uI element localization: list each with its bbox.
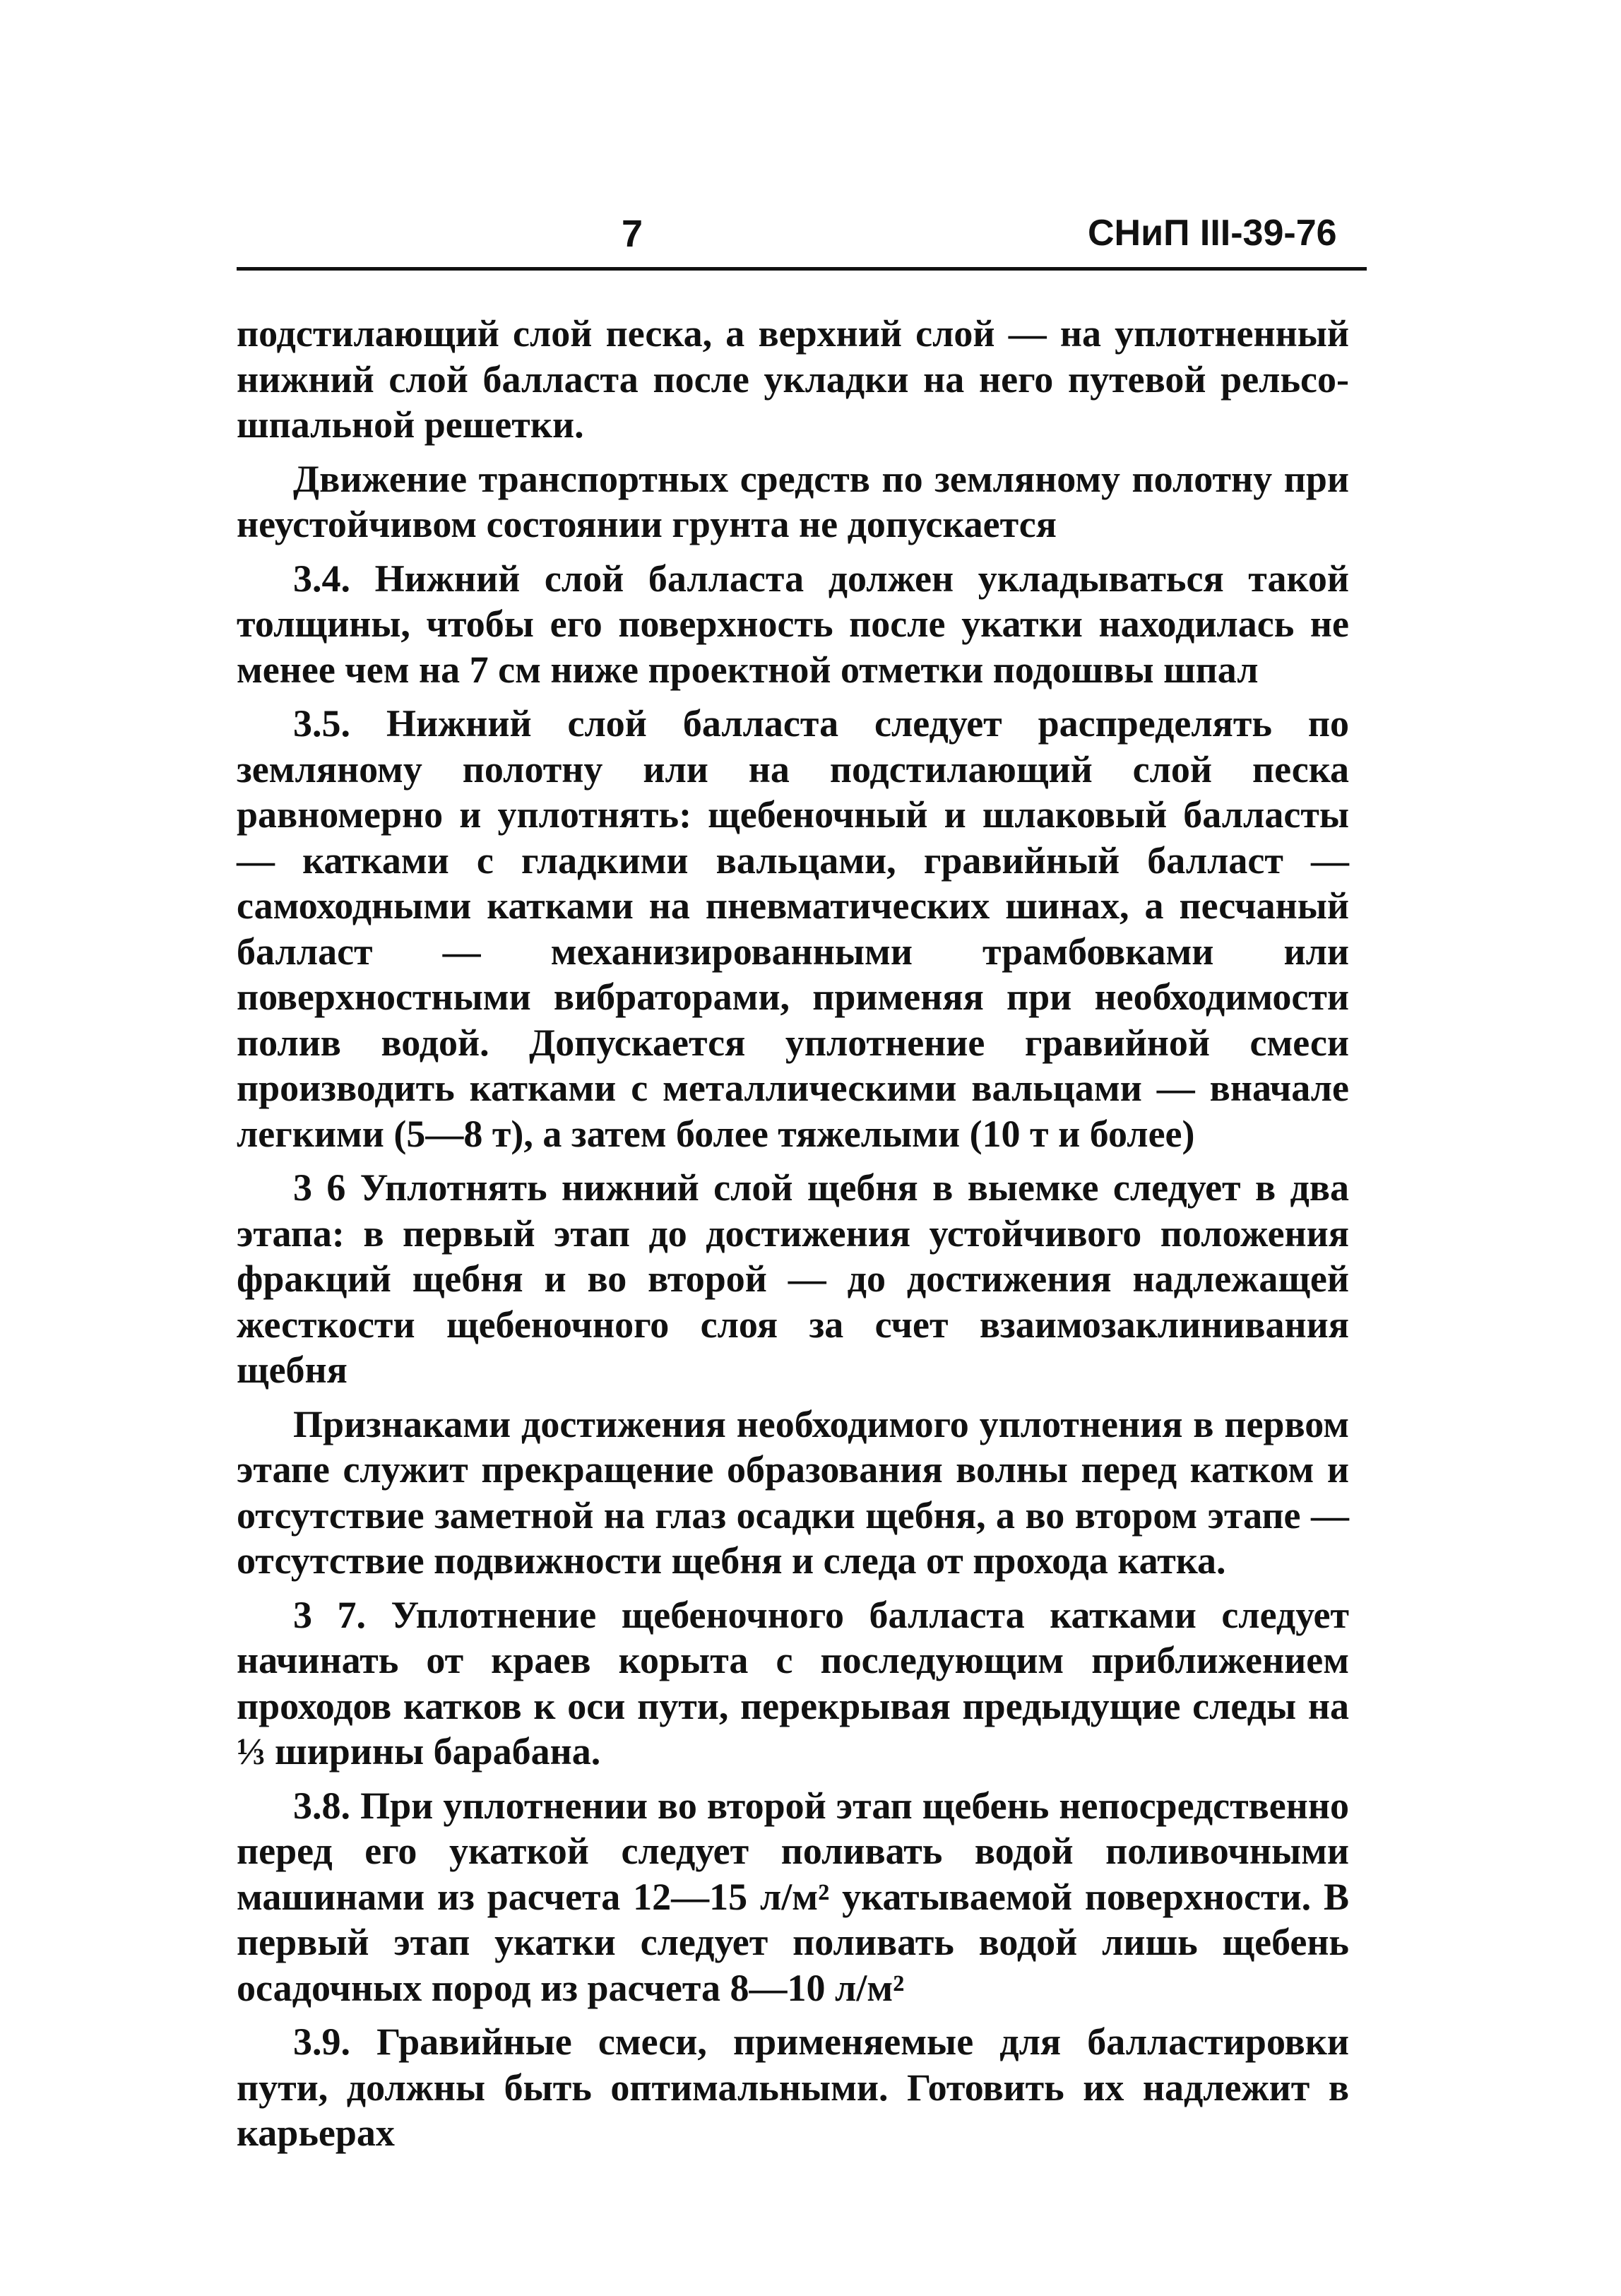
paragraph-3-7: 3 7. Уплотнение щебеночного балласта катками следует начинать от краев корыта с последующим приближением проходов катков к оси пути, перекрывая предыдущие следы на ⅓ ширины барабана.: [237, 1593, 1349, 1773]
paragraph-compaction-signs: Признаками достижения необходимого уплотнения в первом этапе служит прекращение образования волны перед катком и отсутствие заметной на глаз осадки щебня, а во втором этапе — отсутствие подвижности щебня и следа от прохода катка.: [237, 1402, 1349, 1582]
paragraph-3-4: 3.4. Нижний слой балласта должен укладываться такой толщины, чтобы его поверхность после укатки находилась не менее чем на 7 см ниже проектной отметки подошвы шпал: [237, 557, 1349, 691]
header-rule: [237, 267, 1367, 271]
page-number: 7: [622, 213, 643, 255]
paragraph-traffic: Движение транспортных средств по земляному полотну при неустойчивом состоянии грунта не допускается: [237, 457, 1349, 545]
paragraph-3-6: 3 6 Уплотнять нижний слой щебня в выемке следует в два этапа: в первый этап до достижения устойчивого положения фракций щебня и во второй — до достижения надлежащей жесткости щебеночного слоя за счет взаимозаклинивания щебня: [237, 1166, 1349, 1391]
paragraph-3-5: 3.5. Нижний слой балласта следует распределять по земляному полотну или на подстилающий слой песка равномерно и уплотнять: щебеночный и шлаковый балласты — катками с гладкими вальцами, гравийный балласт — самоходными катками на пневматических шинах, а песчаный балласт — механизированными трамбовками или поверхностными вибраторами, применяя при необходимости полив водой. Допускается уплотнение гравийной смеси производить катками с металлическими вальцами — вначале легкими (5—8 т), а затем более тяжелыми (10 т и более): [237, 702, 1349, 1155]
paragraph-3-8: 3.8. При уплотнении во второй этап щебень непосредственно перед его укаткой следует поливать водой поливочными машинами из расчета 12—15 л/м² укатываемой поверхности. В первый этап укатки следует поливать водой лишь щебень осадочных пород из расчета 8—10 л/м²: [237, 1784, 1349, 2009]
paragraph-3-9: 3.9. Гравийные смеси, применяемые для балластировки пути, должны быть оптимальными. Готовить их надлежит в карьерах: [237, 2020, 1349, 2154]
document-code: СНиП III-39-76: [1088, 213, 1337, 254]
paragraph-continuation: подстилающий слой песка, а верхний слой — на уплотненный нижний слой балласта после укладки на него путевой рельсо-шпальной решетки.: [237, 312, 1349, 446]
body-text: [237, 311, 1349, 2165]
